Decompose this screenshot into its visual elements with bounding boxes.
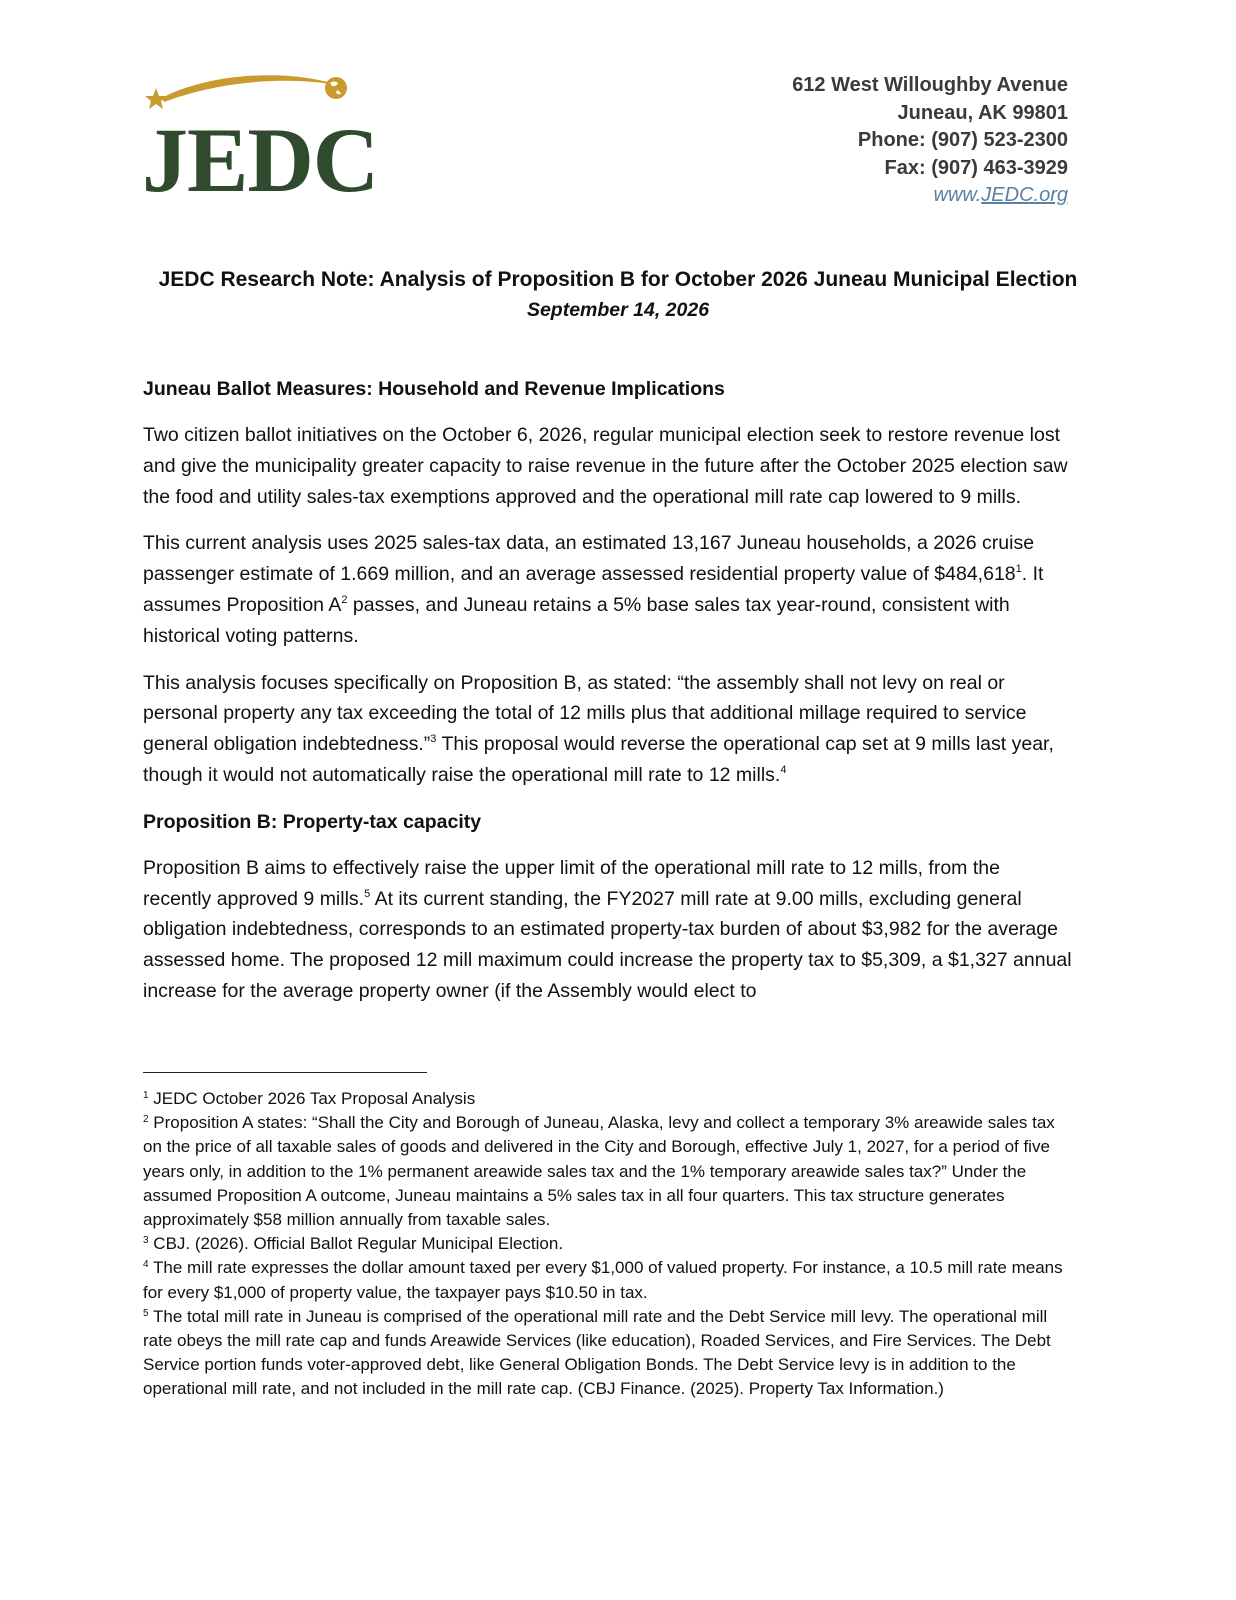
footnotes xyxy=(143,1087,1078,1402)
footnote-3: $^3$ CBJ. (2026). Official Ballot Regular Municipal Election. xyxy=(143,1234,564,1254)
city-state-zip: Juneau, AK 99801 xyxy=(897,101,1068,124)
title-block xyxy=(0,265,1236,325)
footnote-4: $^4$ The mill rate expresses the dollar amount taxed per every $1,000 of valued property. For instance, a 10.5 mill rate means for every $1,000 of property value, the taxpayer pays $10.50 in tax. xyxy=(143,1258,1063,1302)
document-title: JEDC Research Note: Analysis of Proposition B for October 2026 Juneau Municipal Election xyxy=(158,268,1078,291)
footnote-ref-3[interactable]: 3 xyxy=(430,733,437,746)
footnote-1: $^1$ JEDC October 2026 Tax Proposal Analysis xyxy=(143,1089,476,1108)
document-body xyxy=(143,374,1073,1007)
footnote-divider xyxy=(143,1072,427,1073)
footnote-ref-1[interactable]: 1 xyxy=(1015,563,1022,576)
section-heading-ballot-measures: Juneau Ballot Measures: Household and Revenue Implications xyxy=(143,378,725,400)
section-heading-property-tax: Proposition B: Property-tax capacity xyxy=(143,810,482,833)
website-link[interactable]: JEDC.org xyxy=(981,184,1068,206)
website-prefix: www. xyxy=(933,184,982,206)
footnote-ref-2[interactable]: 2 xyxy=(341,593,348,606)
fax-number: Fax: (907) 463-3929 xyxy=(884,156,1068,179)
logo-wordmark: JEDC xyxy=(142,109,379,211)
footnote-2: $^2$ Proposition A states: “Shall the City and Borough of Juneau, Alaska, levy and collect a temporary 3% areawide sales tax on the price of all taxable sales of goods and delivered in the City and Borough, effective July 1, 2027, for a period of five years only, in addition to the 1% permanent areawide sales tax and the 1% temporary areawide sales tax?” Under the assumed Proposition A outcome, Juneau maintains a 5% sales tax in all four quarters. This tax structure generates approximately $58 million annually from taxable sales. xyxy=(143,1113,1055,1230)
street-address: 612 West Willoughby Avenue xyxy=(792,74,1068,96)
paragraph-assumptions: This current analysis uses 2025 sales-tax data, an estimated 13,167 Juneau households, a 2026 cruise passenger estimate of 1.669 million, and an average assessed residential property value of $484,618$^1$. It assumes Proposition $A^2$ passes, and Juneau retains a 5% base sales tax year-round, consistent with historical voting patterns. xyxy=(143,532,1044,647)
footnote-ref-5[interactable]: 5 xyxy=(364,887,371,900)
jedc-logo xyxy=(142,68,379,214)
footnote-5: $^5$ The total mill rate in Juneau is comprised of the operational mill rate and the Debt Service mill levy. The operational mill rate obeys the mill rate cap and funds Areawide Services (like education), Roaded Services, and Fire Services. The Debt Service portion funds voter-approved debt, like General Obligation Bonds. The Debt Service levy is in addition to the operational mill rate, and not included in the mill rate cap. (CBJ Finance. (2025). Property Tax Information.) xyxy=(143,1306,1051,1399)
address-block xyxy=(792,72,1068,210)
phone-number: Phone: (907) 523-2300 xyxy=(857,129,1068,151)
paragraph-property-tax: Proposition B aims to effectively raise the upper limit of the operational mill rate to 12 mills, from the recently approved 9 mills.$^5$ At its current standing, the FY2027 mill rate at 9.00 mills, excluding general obligation indebtedness, corresponds to an estimated property-tax burden of about $3,982 for the average assessed home. The proposed 12 mill maximum could increase the property tax to $5,309, a $1,327 annual increase for the average property owner (if the Assembly would elect to xyxy=(143,856,1072,1002)
paragraph-intro: Two citizen ballot initiatives on the October 6, 2026, regular municipal election seek to restore revenue lost and give the municipality greater capacity to raise revenue in the future after the October 2025 election saw the food and utility sales-tax exemptions approved and the operational mill rate cap lowered to 9 mills. xyxy=(143,424,1068,508)
footnote-ref-4[interactable]: 4 xyxy=(780,763,787,776)
document-date: September 14, 2026 xyxy=(526,299,710,321)
paragraph-proposition-b-text: This analysis focuses specifically on Proposition B, as stated: “the assembly shall not levy on real or personal property any tax exceeding the total of 12 mills plus that additional millage required to service general obligation indebtedness.”$^3$ This proposal would reverse the operational cap set at 9 mills last year, though it would not automatically raise the operational mill rate to 12 mills.$^4$ xyxy=(143,671,1054,786)
website[interactable] xyxy=(792,182,1068,210)
